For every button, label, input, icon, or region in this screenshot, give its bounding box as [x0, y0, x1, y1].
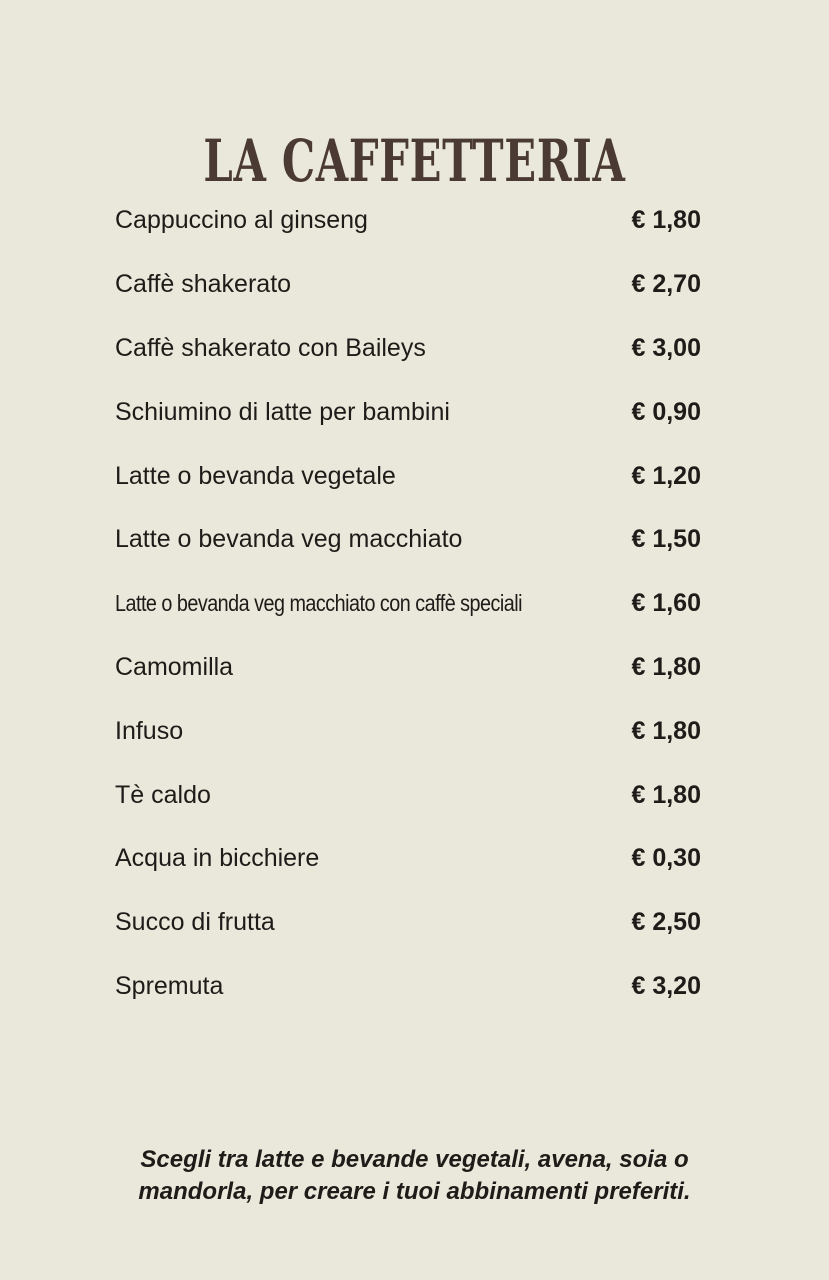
menu-item — [115, 827, 701, 891]
menu-item-price: € 2,70 — [631, 270, 701, 299]
menu-item-price: € 1,20 — [631, 461, 701, 490]
menu-item — [115, 763, 701, 827]
menu-list — [115, 189, 701, 1018]
menu-item — [115, 444, 701, 508]
menu-item — [115, 317, 701, 381]
menu-item-name: Latte o bevanda veg macchiato con caffè speciali — [115, 590, 523, 617]
menu-item-name: Caffè shakerato — [115, 270, 292, 299]
menu-item-price: € 2,50 — [631, 908, 701, 937]
footnote — [0, 1144, 829, 1208]
menu-item-price: € 1,80 — [631, 716, 701, 745]
menu-item-price: € 1,60 — [631, 589, 701, 618]
menu-item-name: Latte o bevanda vegetale — [115, 461, 396, 490]
menu-item — [115, 380, 701, 444]
menu-item — [115, 699, 701, 763]
menu-item — [115, 955, 701, 1019]
menu-item-name: Camomilla — [115, 652, 234, 681]
menu-item-price: € 3,00 — [631, 333, 701, 362]
menu-item — [115, 572, 701, 636]
menu-item-name: Cappuccino al ginseng — [115, 206, 368, 235]
menu-item — [115, 891, 701, 955]
menu-item-name: Spremuta — [115, 971, 224, 1000]
menu-item-name: Caffè shakerato con Baileys — [115, 333, 426, 362]
menu-title: LA CAFFETTERIA — [203, 126, 626, 195]
menu-item-price: € 0,30 — [631, 844, 701, 873]
menu-item-price: € 1,80 — [631, 206, 701, 235]
menu-item-price: € 0,90 — [631, 397, 701, 426]
menu-item-price: € 3,20 — [631, 971, 701, 1000]
menu-item — [115, 508, 701, 572]
menu-item-name: Tè caldo — [115, 780, 211, 809]
menu-item — [115, 189, 701, 253]
menu-item-name: Latte o bevanda veg macchiato — [115, 525, 463, 554]
footnote-line: mandorla, per creare i tuoi abbinamenti preferiti. — [138, 1178, 691, 1205]
menu-item-price: € 1,80 — [631, 652, 701, 681]
footnote-line: Scegli tra latte e bevande vegetali, avena, soia o — [140, 1146, 689, 1173]
menu-item-name: Acqua in bicchiere — [115, 844, 320, 873]
menu-item-name: Infuso — [115, 716, 184, 745]
menu-item-price: € 1,80 — [631, 780, 701, 809]
menu-item — [115, 253, 701, 317]
menu-item-name: Schiumino di latte per bambini — [115, 397, 450, 426]
menu-item-name: Succo di frutta — [115, 908, 275, 937]
menu-item-price: € 1,50 — [631, 525, 701, 554]
menu-item — [115, 636, 701, 700]
